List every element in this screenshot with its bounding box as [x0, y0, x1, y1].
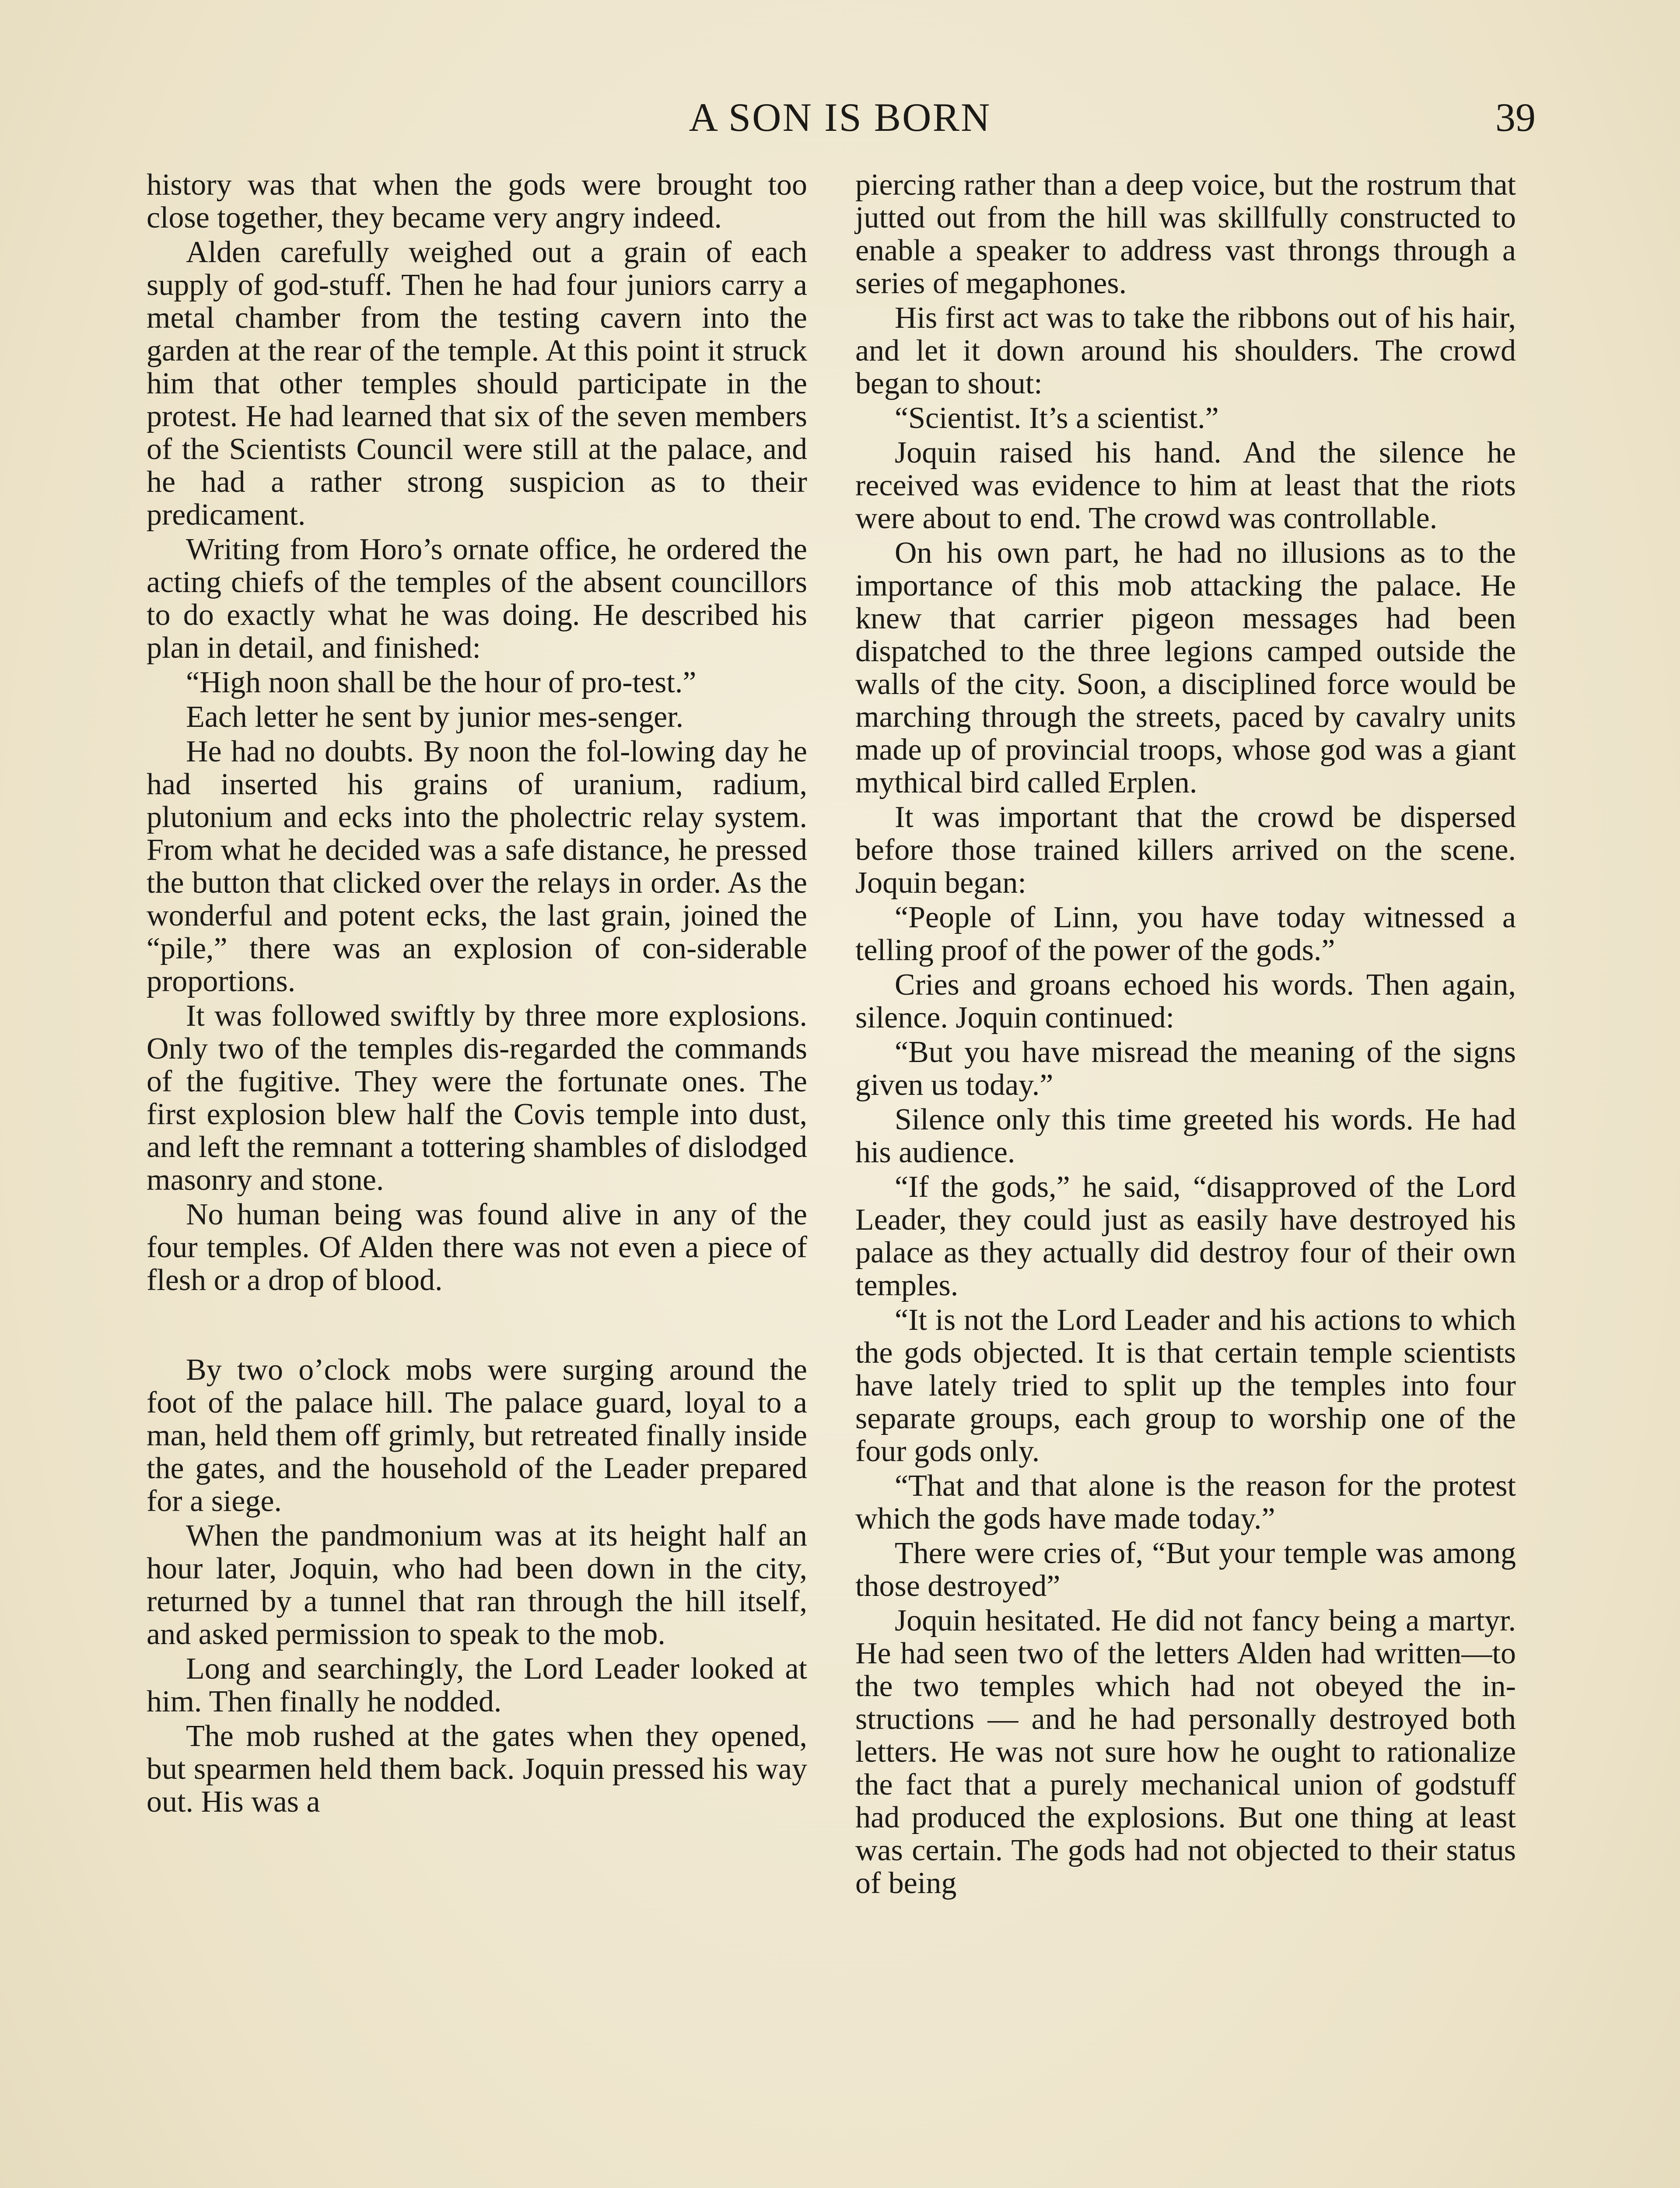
paragraph: Joquin hesitated. He did not fancy being a martyr. He had seen two of the letters Alden had written—to the two temples which had not obeyed the in-structions — and he had personally destroyed both letters. He was not sure how he ought to rationalize the fact that a purely mechanical union of godstuff had produced the explosions. But one thing at least was certain. The gods had not objected to their status of being	[855, 1604, 1516, 1900]
paragraph: When the pandmonium was at its height half an hour later, Joquin, who had been down in the city, returned by a tunnel that ran through the hill itself, and asked permission to speak to the mob.	[147, 1519, 807, 1651]
page-number: 39	[1495, 95, 1536, 140]
paragraph: It was important that the crowd be dispersed before those trained killers arrived on the scene. Joquin began:	[855, 800, 1516, 900]
paragraph: It was followed swiftly by three more explosions. Only two of the temples dis-regarded the commands of the fugitive. They were the fortunate ones. The first explosion blew half the Covis temple into dust, and left the remnant a tottering shambles of dislodged masonry and stone.	[147, 999, 807, 1197]
paragraph: “High noon shall be the hour of pro-test.”	[186, 666, 696, 699]
paragraph: Cries and groans echoed his words. Then again, silence. Joquin continued:	[855, 968, 1516, 1034]
right-column	[855, 168, 1516, 1901]
paragraph: “Scientist. It’s a scientist.”	[895, 401, 1219, 435]
running-title: A SON IS BORN	[689, 95, 991, 140]
paragraph: Each letter he sent by junior mes-senger.	[186, 700, 684, 734]
paragraph: Alden carefully weighed out a grain of each supply of god-stuff. Then he had four juniors carry a metal chamber from the testing cavern into the garden at the rear of the temple. At this point it struck him that other temples should participate in the protest. He had learned that six of the seven members of the Scientists Council were still at the palace, and he had a rather strong suspicion as to their predicament.	[147, 235, 807, 532]
paragraph: By two o’clock mobs were surging around the foot of the palace hill. The palace guard, loyal to a man, held them off grimly, but retreated finally inside the gates, and the household of the Leader prepared for a siege.	[147, 1353, 807, 1518]
paragraph: “That and that alone is the reason for the protest which the gods have made today.”	[855, 1469, 1516, 1536]
paragraph: “If the gods,” he said, “disapproved of the Lord Leader, they could just as easily have destroyed his palace as they actually did destroy four of their own temples.	[855, 1170, 1516, 1302]
paragraph: piercing rather than a deep voice, but the rostrum that jutted out from the hill was skillfully constructed to enable a speaker to address vast throngs through a series of megaphones.	[855, 168, 1516, 300]
paragraph: “It is not the Lord Leader and his actions to which the gods objected. It is that certain temple scientists have lately tried to split up the temples into four separate groups, each group to worship one of the four gods only.	[855, 1303, 1516, 1468]
page-header	[144, 94, 1536, 151]
paragraph: Silence only this time greeted his words. He had his audience.	[855, 1103, 1516, 1169]
paragraph: Long and searchingly, the Lord Leader looked at him. Then finally he nodded.	[147, 1652, 807, 1718]
paragraph: The mob rushed at the gates when they opened, but spearmen held them back. Joquin pressed his way out. His was a	[147, 1719, 807, 1819]
paragraph: “People of Linn, you have today witnessed a telling proof of the power of the gods.”	[855, 901, 1516, 967]
paragraph: history was that when the gods were brought too close together, they became very angry indeed.	[147, 168, 807, 235]
paragraph: There were cries of, “But your temple was among those destroyed”	[855, 1536, 1516, 1603]
paragraph: Writing from Horo’s ornate office, he ordered the acting chiefs of the temples of the absent councillors to do exactly what he was doing. He described his plan in detail, and finished:	[147, 533, 807, 665]
left-column	[147, 168, 807, 1820]
paragraph: Joquin raised his hand. And the silence he received was evidence to him at least that the riots were about to end. The crowd was controllable.	[855, 436, 1516, 535]
paragraph: His first act was to take the ribbons out of his hair, and let it down around his shoulders. The crowd began to shout:	[855, 301, 1516, 400]
paragraph: No human being was found alive in any of the four temples. Of Alden there was not even a piece of flesh or a drop of blood.	[147, 1198, 807, 1297]
paragraph: “But you have misread the meaning of the signs given us today.”	[855, 1035, 1516, 1102]
paragraph: On his own part, he had no illusions as to the importance of this mob attacking the palace. He knew that carrier pigeon messages had been dispatched to the three legions camped outside the walls of the city. Soon, a disciplined force would be marching through the streets, paced by cavalry units made up of provincial troops, whose god was a giant mythical bird called Erplen.	[855, 536, 1516, 799]
paragraph: He had no doubts. By noon the fol-lowing day he had inserted his grains of uranium, radium, plutonium and ecks into the pholectric relay system. From what he decided was a safe distance, he pressed the button that clicked over the relays in order. As the wonderful and potent ecks, the last grain, joined the “pile,” there was an explosion of con-siderable proportions.	[147, 735, 807, 998]
